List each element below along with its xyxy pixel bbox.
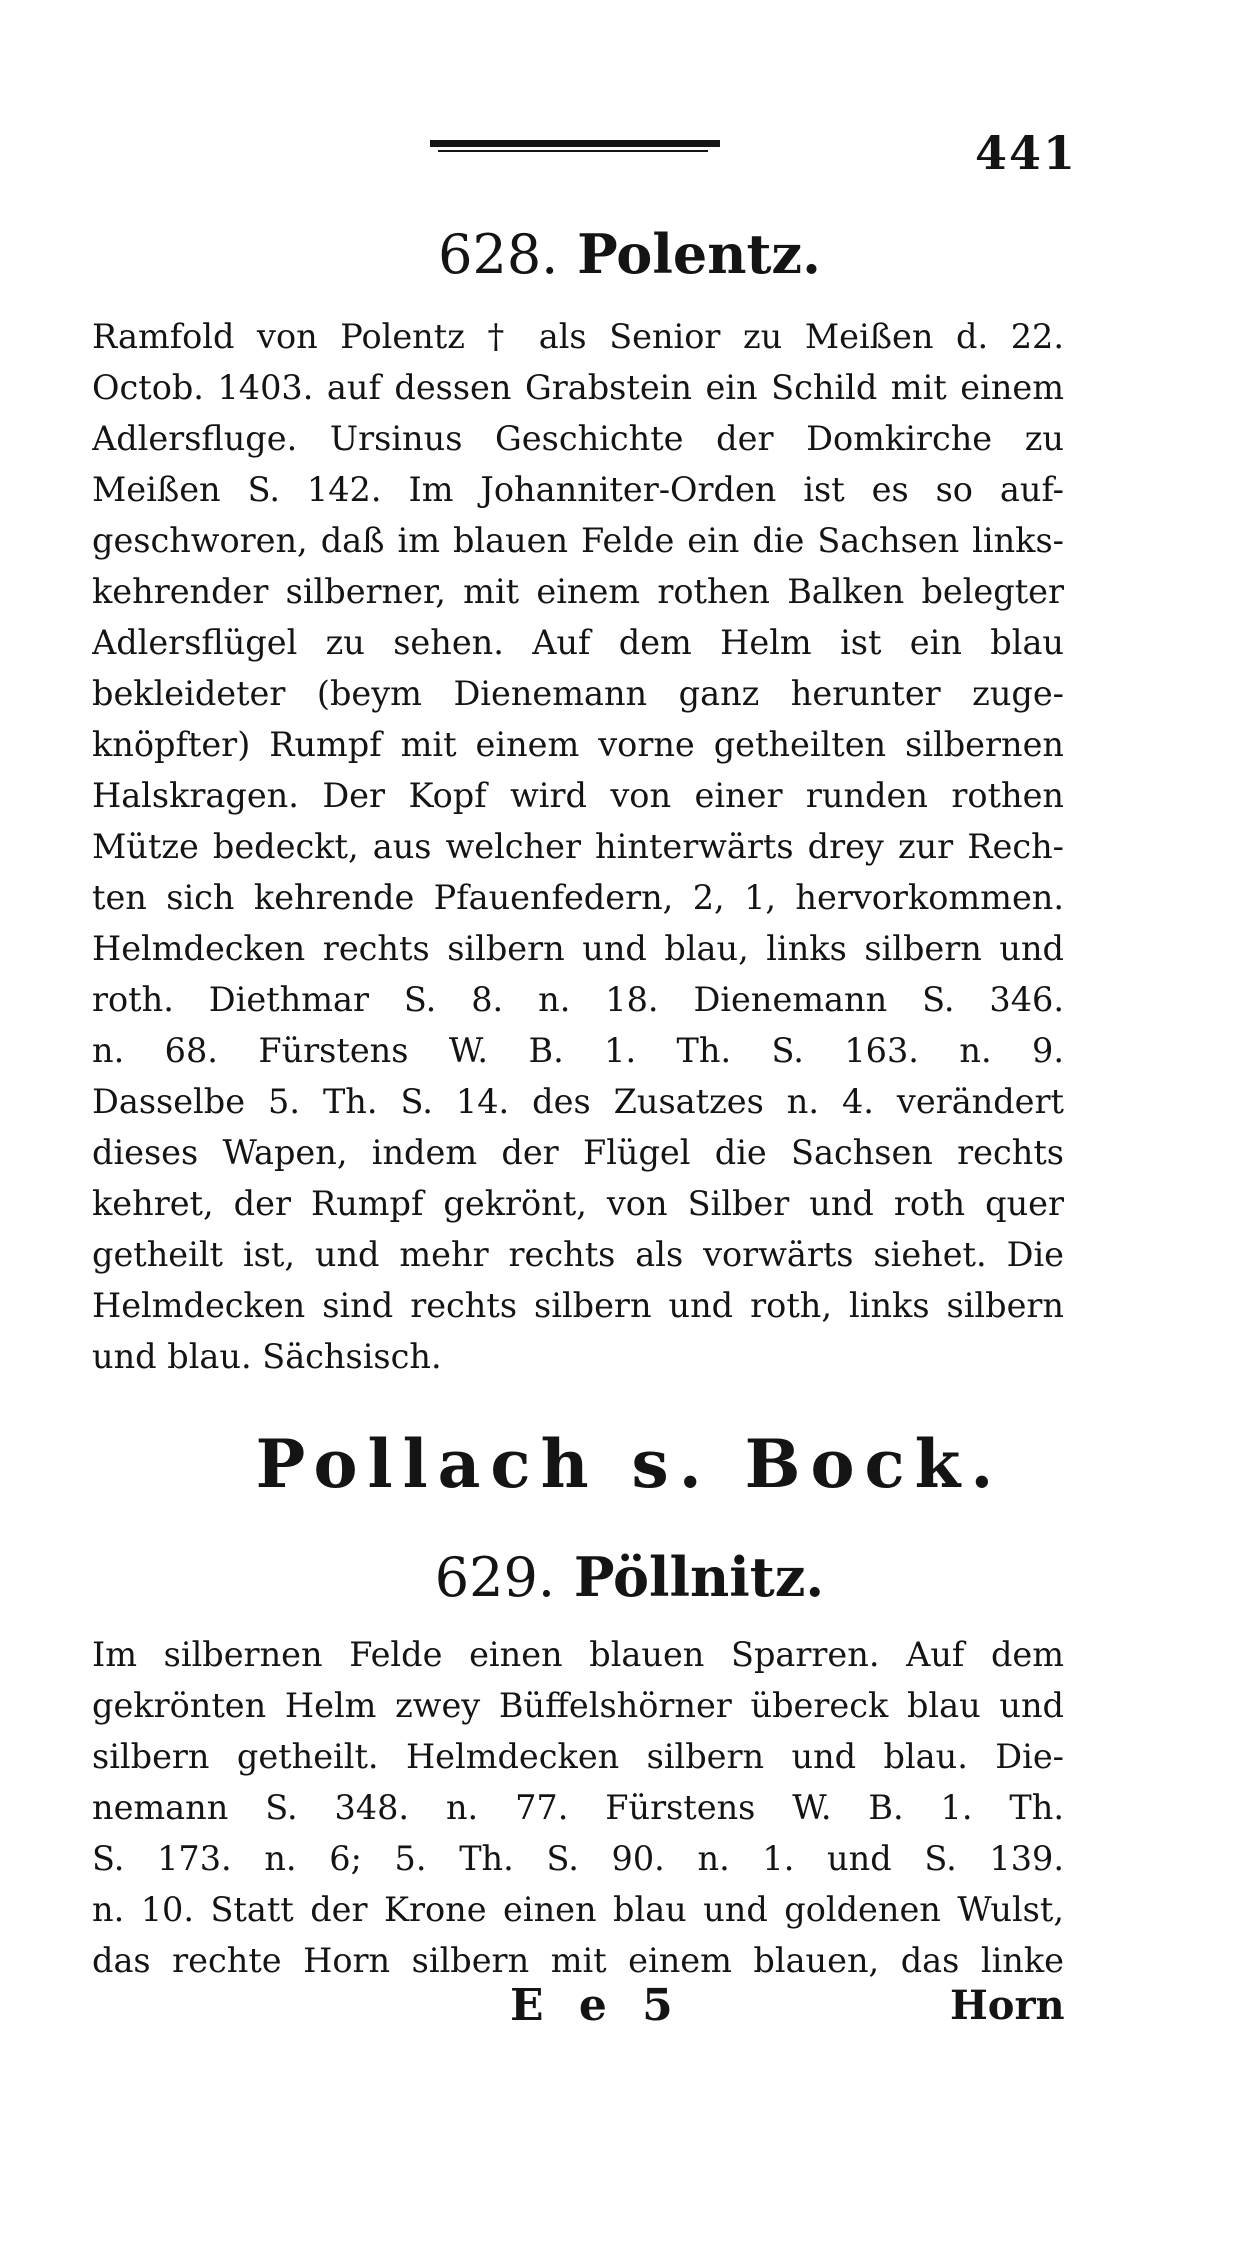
text-line: ten sich kehrende Pfauenfedern, 2, 1, hervorkommen. xyxy=(92,878,1064,917)
text-line: Dasselbe 5. Th. S. 14. des Zusatzes n. 4. verändert xyxy=(92,1082,1064,1121)
header-rule-thick xyxy=(430,140,720,147)
text-line: knöpfter) Rumpf mit einem vorne getheilten silbernen xyxy=(92,725,1064,764)
header-rule-thin xyxy=(438,150,708,152)
signature-mark: E e 5 xyxy=(510,1980,683,2031)
text-line: Halskragen. Der Kopf wird von einer runden rothen xyxy=(92,776,1064,815)
text-line: dieses Wapen, indem der Flügel die Sachsen rechts xyxy=(92,1133,1064,1172)
text-line: das rechte Horn silbern mit einem blauen, das linke xyxy=(92,1941,1064,1980)
text-line: S. 173. n. 6; 5. Th. S. 90. n. 1. und S. 139. xyxy=(92,1839,1064,1878)
text-line: gekrönten Helm zwey Büffelshörner übereck blau und xyxy=(92,1686,1064,1725)
page-number: 441 xyxy=(975,126,1078,180)
text-line: silbern getheilt. Helmdecken silbern und blau. Die- xyxy=(92,1737,1064,1776)
text-line: Im silbernen Felde einen blauen Sparren. Auf dem xyxy=(92,1635,1064,1674)
entry-629-heading xyxy=(0,1545,1259,1609)
text-line: Adlersflügel zu sehen. Auf dem Helm ist ein blau xyxy=(92,623,1064,662)
text-line: kehrender silberner, mit einem rothen Balken belegter xyxy=(92,572,1064,611)
text-line: Helmdecken rechts silbern und blau, links silbern und xyxy=(92,929,1064,968)
entry-628-heading xyxy=(0,222,1259,286)
text-line: nemann S. 348. n. 77. Fürstens W. B. 1. Th. xyxy=(92,1788,1064,1827)
text-line: Adlersfluge. Ursinus Geschichte der Domkirche zu xyxy=(92,419,1064,458)
catchword: Horn xyxy=(950,1982,1065,2029)
text-line: getheilt ist, und mehr rechts als vorwärts siehet. Die xyxy=(92,1235,1064,1274)
header-rule xyxy=(430,136,720,154)
text-line: bekleideter (beym Dienemann ganz herunter zuge- xyxy=(92,674,1064,713)
text-line: geschworen, daß im blauen Felde ein die Sachsen links- xyxy=(92,521,1064,560)
text-line: n. 68. Fürstens W. B. 1. Th. S. 163. n. 9. xyxy=(92,1031,1064,1070)
entry-number: 628. xyxy=(438,223,559,286)
entry-name: Polentz. xyxy=(577,222,821,286)
entry-name: Pöllnitz. xyxy=(573,1545,825,1609)
text-line: Mütze bedeckt, aus welcher hinterwärts drey zur Rech- xyxy=(92,827,1064,866)
text-line: roth. Diethmar S. 8. n. 18. Dienemann S. 346. xyxy=(92,980,1064,1019)
text-line: n. 10. Statt der Krone einen blau und goldenen Wulst, xyxy=(92,1890,1064,1929)
text-line: Ramfold von Polentz † als Senior zu Meißen d. 22. xyxy=(92,317,1064,356)
text-line: Meißen S. 142. Im Johanniter-Orden ist es so auf- xyxy=(92,470,1064,509)
text-line: und blau. Sächsisch. xyxy=(92,1337,442,1376)
cross-reference-heading: Pollach s. Bock. xyxy=(255,1425,1004,1503)
text-line: Helmdecken sind rechts silbern und roth, links silbern xyxy=(92,1286,1064,1325)
text-line: kehret, der Rumpf gekrönt, von Silber und roth quer xyxy=(92,1184,1064,1223)
entry-number: 629. xyxy=(434,1546,556,1609)
text-line: Octob. 1403. auf dessen Grabstein ein Schild mit einem xyxy=(92,368,1064,407)
